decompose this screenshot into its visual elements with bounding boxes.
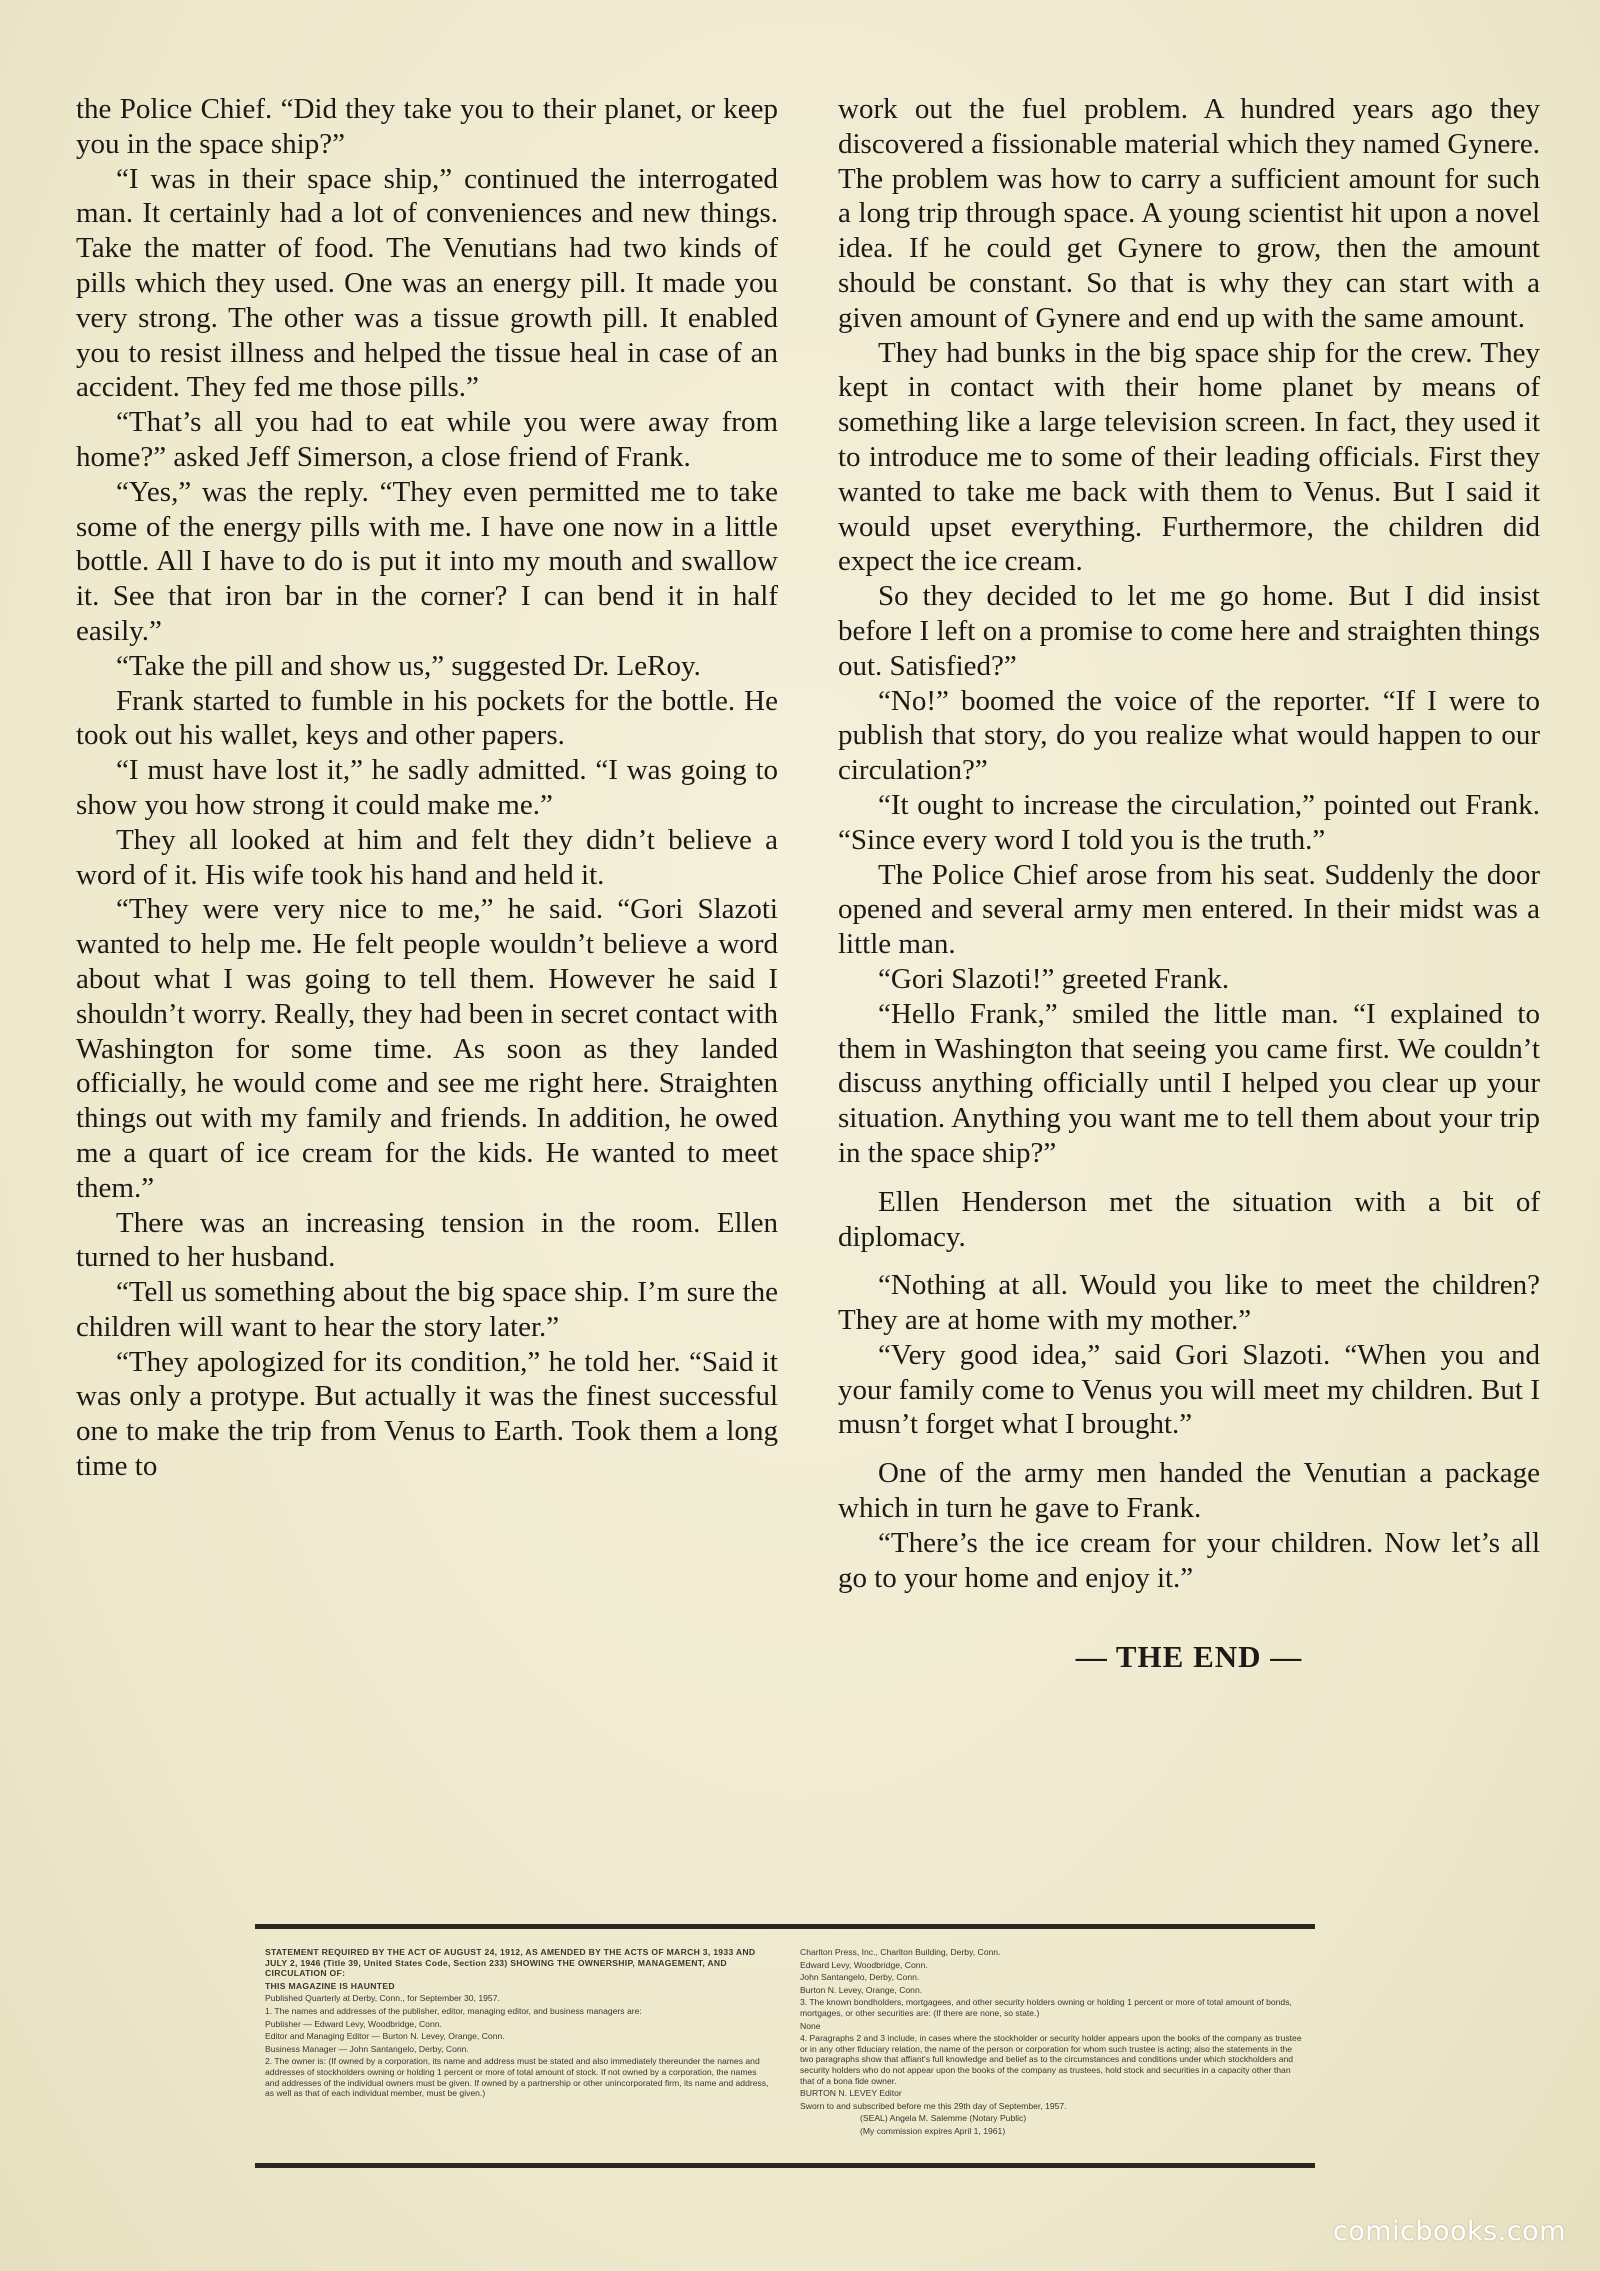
statement-left-column [265, 1947, 770, 2153]
commission-line: (My commission expires April 1, 1961) [860, 2125, 1006, 2136]
paragraph: “That’s all you had to eat while you were away from home?” asked Jeff Simerson, a close friend of Frank. [76, 406, 778, 473]
statement-line: John Santangelo, Derby, Conn. [800, 1972, 920, 1983]
paragraph: One of the army men handed the Venutian a package which in turn he gave to Frank. [838, 1457, 1540, 1525]
paragraph: “Gori Slazoti!” greeted Frank. [878, 962, 1230, 995]
statement-line: 1. The names and addresses of the publisher, editor, managing editor, and business managers are: [265, 2005, 642, 2016]
magazine-title: THIS MAGAZINE IS HAUNTED [265, 1980, 395, 1991]
statement-line: Burton N. Levey, Orange, Conn. [800, 1984, 923, 1995]
statement-line: 2. The owner is: (If owned by a corporation, its name and address must be stated and also immediately thereunder the names and addresses of stockholders owning or holding 1 percent or more of total amount of stock. If not owned by a corporation, the names and addresses of the individual owners must be given. If owned by a partnership or other unincorporated firm, its name and address, as well as that of each individual member, must be given.) [265, 2056, 769, 2099]
statement-line: Charlton Press, Inc., Charlton Building, Derby, Conn. [800, 1947, 1001, 1957]
statement-line: Business Manager — John Santangelo, Derby, Conn. [265, 2043, 469, 2054]
left-column [76, 92, 778, 1892]
paragraph: Ellen Henderson met the situation with a bit of diplomacy. [838, 1185, 1540, 1253]
paragraph: “There’s the ice cream for your children. Now let’s all go to your home and enjoy it.” [838, 1526, 1540, 1594]
paragraph: the Police Chief. “Did they take you to their planet, or keep you in the space ship?” [76, 93, 778, 160]
paragraph: “Nothing at all. Would you like to meet the children? They are at home with my mother.” [838, 1269, 1540, 1337]
paragraph: “Tell us something about the big space ship. I’m sure the children will want to hear the story later.” [76, 1276, 778, 1343]
paragraph: “Yes,” was the reply. “They even permitted me to take some of the energy pills with me. I have one now in a little bottle. All I have to do is put it into my mouth and swallow it. See that iron bar in the corner? I can bend it in half easily.” [76, 475, 778, 647]
paragraph: They had bunks in the big space ship for the crew. They kept in contact with their home planet by means of something like a large television screen. In fact, they used it to introduce me to some of their leading officials. First they wanted to take me back with them to Venus. But I said it would upset everything. Furthermore, the children did expect the ice cream. [838, 336, 1540, 578]
right-column [838, 92, 1540, 1892]
statement-line: 3. The known bondholders, mortgagees, and other security holders owning or holding 1 percent or more of total amount of bonds, mortgages, or other securities are: (If there are none, so state.) [800, 1997, 1292, 2018]
statement-line: Published Quarterly at Derby, Conn., for September 30, 1957. [265, 1993, 500, 2004]
paragraph: “I was in their space ship,” continued the interrogated man. It certainly had a lot of conveniences and new things. Take the matter of food. The Venutians had two kinds of pills which they used. One was an energy pill. It made you very strong. The other was a tissue growth pill. It enabled you to resist illness and helped the tissue heal in case of an accident. They fed me those pills.” [76, 162, 778, 404]
statement-line: Edward Levy, Woodbridge, Conn. [800, 1959, 928, 1970]
paragraph: “Take the pill and show us,” suggested Dr. LeRoy. [116, 649, 701, 682]
statement-right-column [800, 1947, 1305, 2153]
statement-line: Editor and Managing Editor — Burton N. Levey, Orange, Conn. [265, 2031, 505, 2042]
paragraph: “Very good idea,” said Gori Slazoti. “When you and your family come to Venus you will meet my children. But I musn’t forget what I brought.” [838, 1338, 1540, 1441]
paragraph: There was an increasing tension in the room. Ellen turned to her husband. [76, 1206, 778, 1274]
paragraph: “It ought to increase the circulation,” pointed out Frank. “Since every word I told you is the truth.” [838, 788, 1540, 856]
paragraph: “No!” boomed the voice of the reporter. “If I were to publish that story, do you realize what would happen to our circulation?” [838, 684, 1540, 787]
paragraph: So they decided to let me go home. But I did insist before I left on a promise to come here and straighten things out. Satisfied?” [838, 580, 1540, 682]
site-watermark: comicbooks.com [1332, 2216, 1566, 2247]
ownership-statement [255, 1924, 1315, 2168]
the-end-label: — THE END — [1075, 1639, 1303, 1675]
paragraph: “They apologized for its condition,” he told her. “Said it was only a protype. But actually it was the finest successful one to make the trip from Venus to Earth. Took them a long time to [76, 1345, 778, 1483]
story-text [76, 92, 1540, 1892]
statement-line: None [800, 2020, 821, 2031]
statement-line: Publisher — Edward Levy, Woodbridge, Conn. [265, 2018, 442, 2029]
paragraph: The Police Chief arose from his seat. Suddenly the door opened and several army men entered. In their midst was a little man. [838, 858, 1540, 961]
paragraph: “I must have lost it,” he sadly admitted. “I was going to show you how strong it could make me.” [76, 754, 778, 821]
paragraph: “Hello Frank,” smiled the little man. “I explained to them in Washington that seeing you came first. We couldn’t discuss anything officially until I helped you clear up your situation. Anything you want me to tell them about your trip in the space ship?” [838, 997, 1540, 1169]
paragraph: Frank started to fumble in his pockets for the bottle. He took out his wallet, keys and other papers. [76, 684, 778, 752]
paragraph: “They were very nice to me,” he said. “Gori Slazoti wanted to help me. He felt people wouldn’t believe a word about what I was going to tell them. However he said I shouldn’t worry. Really, they had been in secret contact with Washington for some time. As soon as they landed officially, he would come and see me right here. Straighten things out with my family and friends. In addition, he owed me a quart of ice cream for the kids. He wanted to meet them.” [76, 893, 778, 1204]
paragraph: They all looked at him and felt they didn’t believe a word of it. His wife took his hand and held it. [76, 823, 778, 891]
paragraph: work out the fuel problem. A hundred years ago they discovered a fissionable material which they named Gynere. The problem was how to carry a sufficient amount for such a long trip through space. A young scientist hit upon a novel idea. If he could get Gynere to grow, then the amount should be constant. So that is why they can start with a given amount of Gynere and end up with the same amount. [838, 93, 1540, 334]
statement-line: 4. Paragraphs 2 and 3 include, in cases where the stockholder or security holder appears upon the books of the company as trustee or in any other fiduciary relation, the name of the person or corporation for whom such trustee is acting; also the statements in the two paragraphs show that affiant's full knowledge and belief as to the circumstances and conditions under which stockholders and security holders who do not appear upon the books of the company as trustees, hold stock and securities in a capacity other than that of a bona fide owner. [800, 2033, 1302, 2086]
editor-signature: BURTON N. LEVEY Editor [800, 2088, 902, 2099]
statement-heading: STATEMENT REQUIRED BY THE ACT OF AUGUST 24, 1912, AS AMENDED BY THE ACTS OF MARCH 3, 1933 AND JULY 2, 1946 (Title 39, United States Code, Section 233) SHOWING THE OWNERSHIP, MANAGEMENT, AND CIRCULATION OF: [265, 1947, 756, 1979]
statement-line: Sworn to and subscribed before me this 29th day of September, 1957. [800, 2100, 1067, 2111]
notary-line: (SEAL) Angela M. Salemme (Notary Public) [860, 2113, 1027, 2124]
